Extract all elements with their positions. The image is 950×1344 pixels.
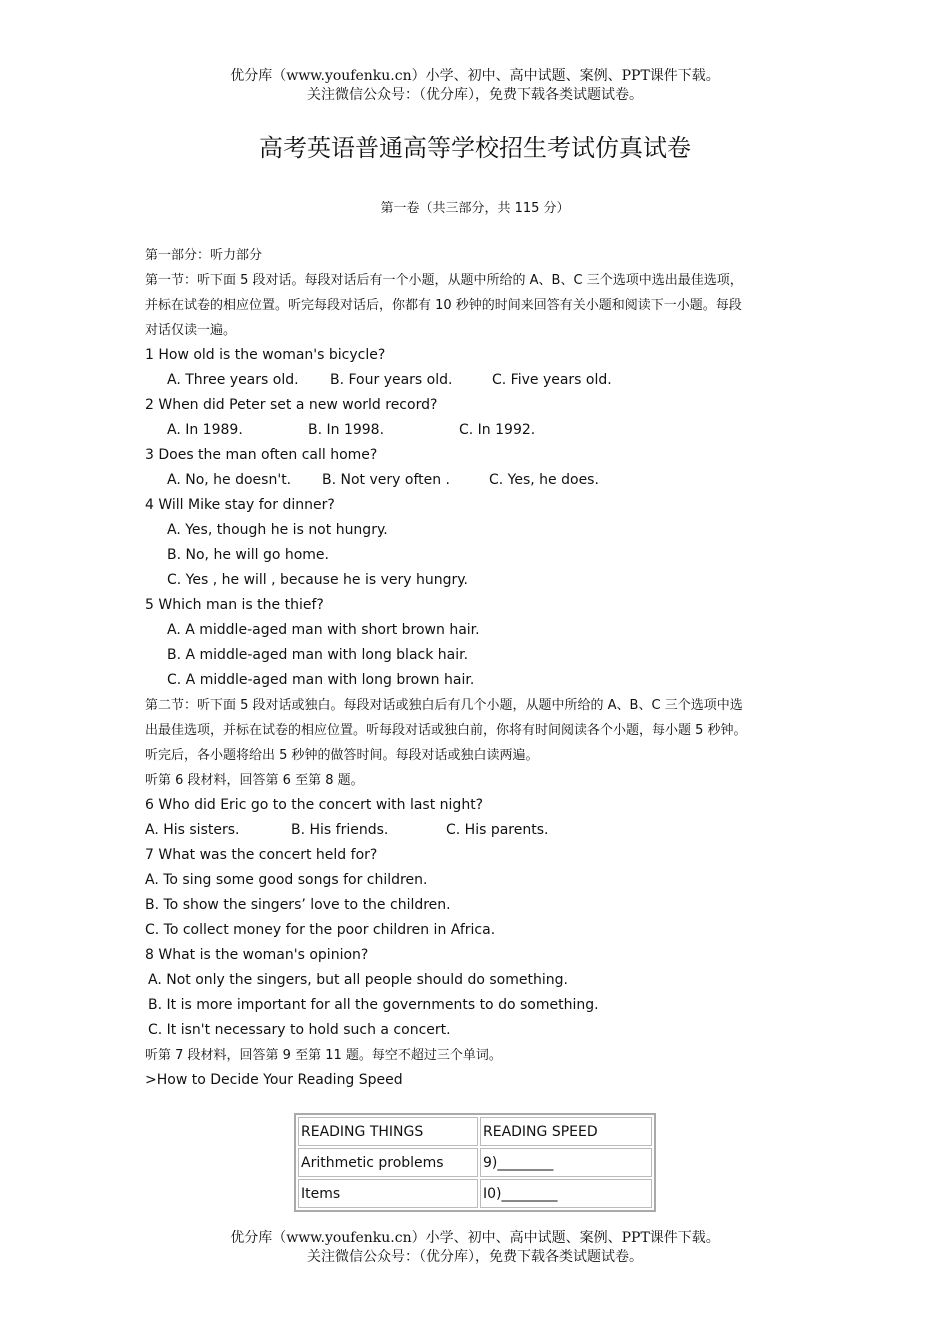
table-title: >How to Decide Your Reading Speed [145,1072,403,1088]
option-1a: A. Three years old. [167,372,299,388]
option-3a: A. No, he doesn't. [167,472,292,488]
option-6b: B. His friends. [291,822,389,838]
question-3: 3 Does the man often call home? [145,447,378,463]
question-2-options [145,418,810,443]
question-6-options [145,818,810,843]
question-6: 6 Who did Eric go to the concert with last night? [145,797,484,813]
section1-instruction-3: 对话仅读一遍。 [145,323,237,338]
option-7b: B. To show the singers’ love to the children. [145,897,451,913]
option-4c: C. Yes , he will , because he is very hungry. [167,572,468,588]
material-7-instruction: 听第 7 段材料，回答第 9 至第 11 题。每空不超过三个单词。 [145,1048,502,1063]
option-6a: A. His sisters. [145,822,240,838]
section1-instruction-1: 第一节：听下面 5 段对话。每段对话后有一个小题，从题中所给的 A、B、C 三个选项中选出最佳选项， [145,273,743,288]
table-row [298,1148,652,1177]
page-header [0,67,950,105]
option-5a: A. A middle-aged man with short brown hair. [167,622,480,638]
option-7c: C. To collect money for the poor children in Africa. [145,922,496,938]
option-8b: B. It is more important for all the governments to do something. [148,997,599,1013]
table-cell: 9)________ [480,1148,652,1177]
option-1b: B. Four years old. [330,372,453,388]
question-5: 5 Which man is the thief? [145,597,324,613]
option-4a: A. Yes, though he is not hungry. [167,522,388,538]
option-2b: B. In 1998. [308,422,385,438]
reading-speed-table [294,1113,656,1212]
question-1-options [145,368,810,393]
document-subtitle: 第一卷（共三部分，共 115 分） [380,201,570,216]
option-8c: C. It isn't necessary to hold such a concert. [148,1022,451,1038]
table-row [298,1179,652,1208]
option-6c: C. His parents. [446,822,549,838]
question-3-options [145,468,810,493]
question-1: 1 How old is the woman's bicycle? [145,347,386,363]
material-6-instruction: 听第 6 段材料，回答第 6 至第 8 题。 [145,773,364,788]
table-cell: Arithmetic problems [298,1148,478,1177]
page-footer [0,1229,950,1267]
part1-heading: 第一部分：听力部分 [145,248,263,263]
table-header-cell: READING SPEED [480,1117,652,1146]
question-4: 4 Will Mike stay for dinner? [145,497,335,513]
footer-line-2: 关注微信公众号：（优分库），免费下载各类试题试卷。 [307,1249,643,1265]
header-line-1: 优分库（www.youfenku.cn）小学、初中、高中试题、案例、PPT课件下载。 [230,68,720,84]
option-3c: C. Yes, he does. [489,472,599,488]
section1-instruction-2: 并标在试卷的相应位置。听完每段对话后，你都有 10 秒钟的时间来回答有关小题和阅读下一小题。每段 [145,298,742,313]
option-3b: B. Not very often . [322,472,450,488]
question-7: 7 What was the concert held for? [145,847,378,863]
option-2a: A. In 1989. [167,422,243,438]
header-line-2: 关注微信公众号：（优分库），免费下载各类试题试卷。 [307,87,643,103]
option-5c: C. A middle-aged man with long brown hair. [167,672,475,688]
question-2: 2 When did Peter set a new world record? [145,397,438,413]
option-5b: B. A middle-aged man with long black hair. [167,647,469,663]
exam-body [145,243,810,1093]
option-2c: C. In 1992. [459,422,536,438]
option-4b: B. No, he will go home. [167,547,329,563]
table-cell: I0)________ [480,1179,652,1208]
section2-instruction-3: 听完后，各小题将给出 5 秒钟的做答时间。每段对话或独白读两遍。 [145,748,539,763]
option-7a: A. To sing some good songs for children. [145,872,428,888]
option-1c: C. Five years old. [492,372,612,388]
section2-instruction-2: 出最佳选项，并标在试卷的相应位置。听每段对话或独白前，你将有时间阅读各个小题，每小题 5 秒钟。 [145,723,747,738]
option-8a: A. Not only the singers, but all people should do something. [148,972,568,988]
section2-instruction-1: 第二节：听下面 5 段对话或独白。每段对话或独白后有几个小题，从题中所给的 A、B、C 三个选项中选 [145,698,743,713]
footer-line-1: 优分库（www.youfenku.cn）小学、初中、高中试题、案例、PPT课件下载。 [230,1230,720,1246]
document-title: 高考英语普通高等学校招生考试仿真试卷 [259,134,691,162]
table-cell: Items [298,1179,478,1208]
table-header-row [298,1117,652,1146]
question-8: 8 What is the woman's opinion? [145,947,369,963]
table-header-cell: READING THINGS [298,1117,478,1146]
